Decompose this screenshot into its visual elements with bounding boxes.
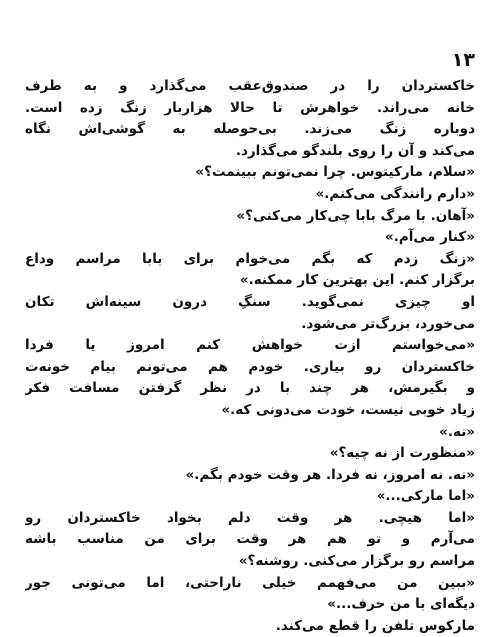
text-line: دیگه‌ای با من حرف...» — [327, 596, 475, 613]
text-line: «زنگ زدم که بگم می‌خوام برای بابا مراسم وداع — [25, 250, 475, 267]
body-text — [25, 76, 475, 637]
text-line: می‌کند و آن را روی بلندگو می‌گذارد. — [235, 142, 475, 159]
text-line: «آهان. با مرگ بابا چی‌کار می‌کنی؟» — [236, 207, 475, 224]
text-line: «کنار می‌آم.» — [384, 229, 475, 246]
text-line: می‌آرم و تو هم هر وقت برای من مناسب باشه — [25, 531, 475, 548]
text-line: خاکستردان رو بیاری. خودم هم می‌تونم بیام خونه‌ت — [25, 358, 475, 375]
text-line: «اما هیچی. هر وقت دلم بخواد خاکستردان رو — [25, 509, 475, 526]
text-line: زیاد خوبی نیست، خودت می‌دونی که.» — [221, 401, 475, 418]
text-line: خانه می‌راند. خواهرش تا حالا هزاربار زنگ زده است. — [25, 99, 475, 116]
text-line: مراسم رو برگزار می‌کنی. روشنه؟» — [238, 553, 475, 570]
text-line: برگزار کنم. این بهترین کار ممکنه.» — [239, 272, 475, 289]
text-line: می‌خورد، بزرگ‌تر می‌شود. — [301, 315, 475, 332]
text-line: خاکستردان را در صندوق‌عقب می‌گذارد و به طرف — [25, 78, 475, 94]
text-line: مارکوس تلفن را قطع می‌کند. — [275, 617, 475, 634]
text-line: «نه. نه امروز، نه فردا. هر وقت خودم بگم.» — [185, 466, 475, 483]
text-line: دوباره زنگ می‌زند. بی‌حوصله به گوشی‌اش نگاه — [25, 121, 475, 138]
text-line: او چیزی نمی‌گوید. سنگِ درون سینه‌اش تکان — [25, 293, 475, 310]
text-line: «نه.» — [439, 423, 475, 440]
text-line: «دارم رانندگی می‌کنم.» — [315, 185, 475, 202]
text-line: «منظورت از نه چیه؟» — [329, 445, 475, 462]
text-line: «ببین من می‌فهمم خیلی ناراحتی، اما می‌تونی جور — [25, 574, 475, 591]
text-line: «می‌خواستم ازت خواهش کنم امروز یا فردا — [25, 337, 475, 354]
text-line: و بگیرمش، هر چند با در نظر گرفتن مسافت فکر — [25, 380, 475, 397]
text-line: «اما مارکی...» — [376, 488, 475, 505]
page-number: ۱۳ — [451, 49, 475, 71]
text-line: «سلام، مارکیتوس. چرا نمی‌تونم ببینمت؟» — [195, 164, 475, 181]
